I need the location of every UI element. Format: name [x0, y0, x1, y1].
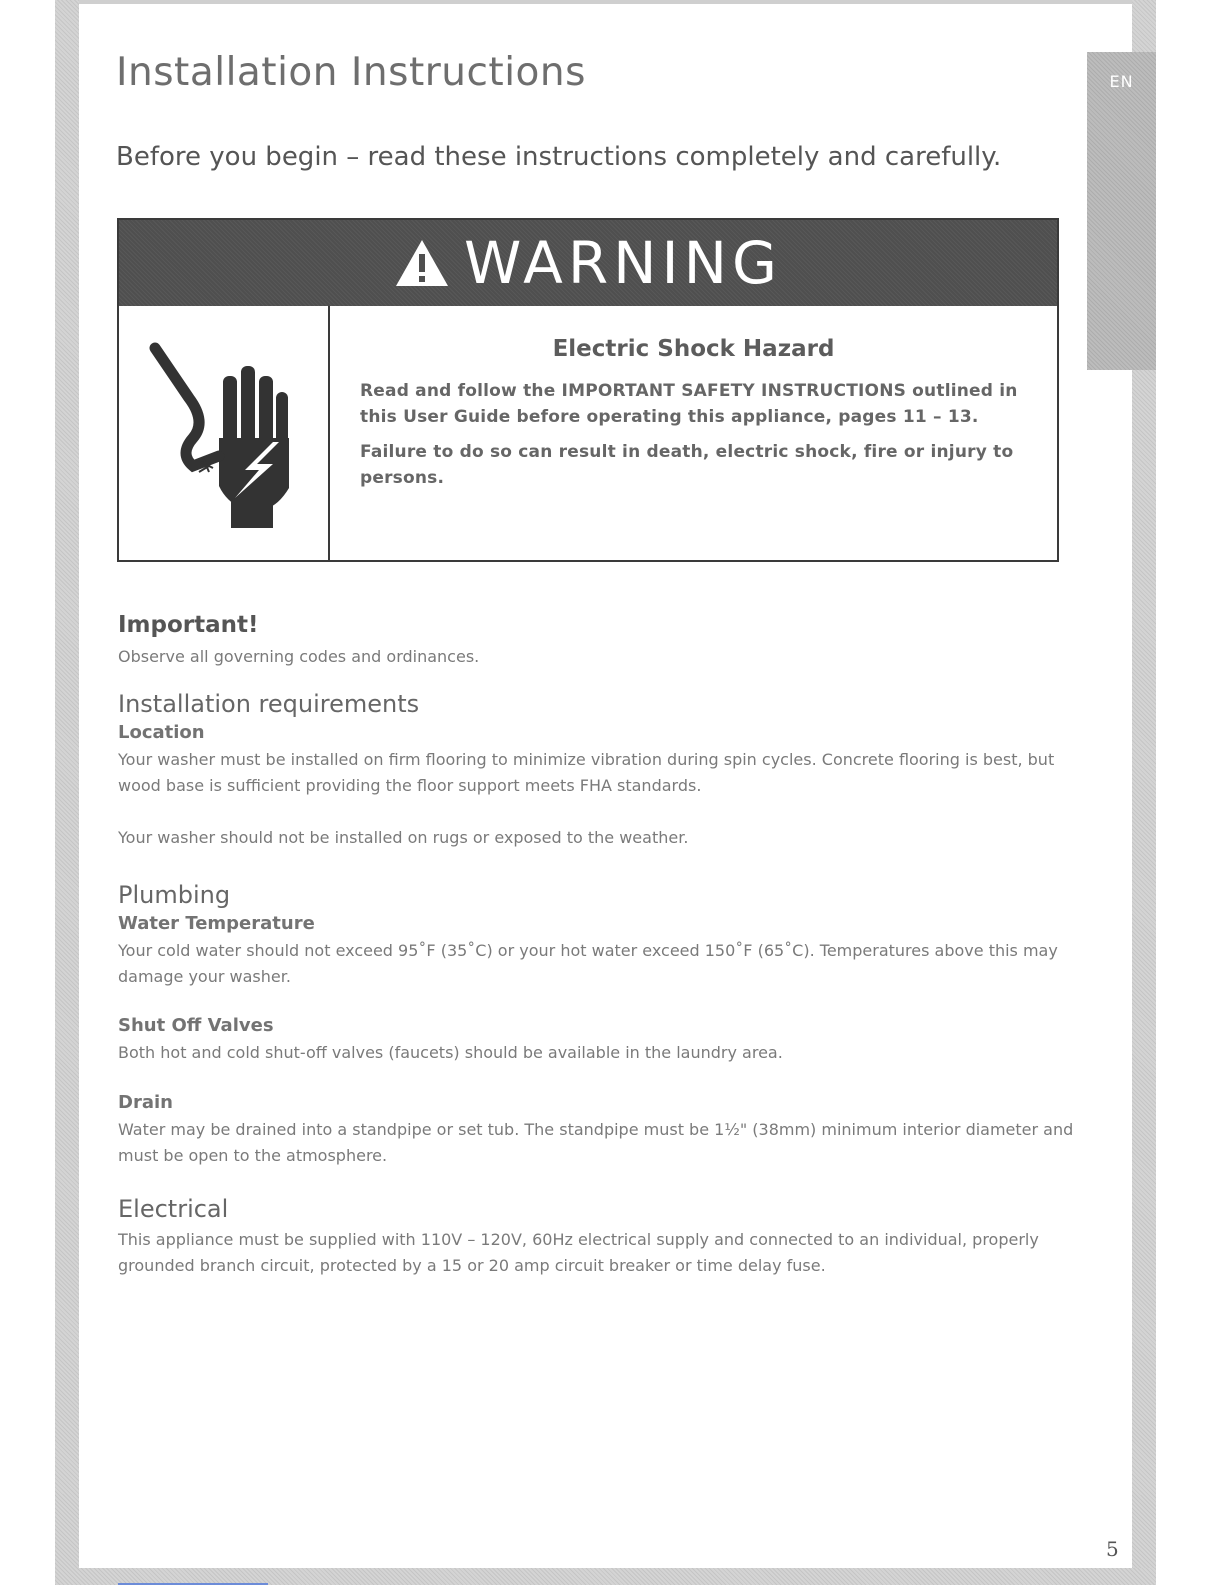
language-tab-label: EN [1109, 72, 1134, 91]
warning-triangle-icon [394, 238, 450, 288]
drain-text: Water may be drained into a standpipe or set tub. The standpipe must be 1½" (38mm) minimum interior diameter and must be open to the atmosphere. [118, 1120, 1074, 1166]
plumbing-heading: Plumbing [118, 880, 231, 909]
electrical-heading: Electrical [118, 1195, 229, 1224]
important-heading: Important! [118, 612, 259, 638]
language-tab [1087, 52, 1156, 370]
drain-heading: Drain [118, 1092, 173, 1114]
warning-body [119, 306, 1057, 560]
page-border-top [55, 0, 1156, 4]
location-text-1: Your washer must be installed on firm flooring to minimize vibration during spin cycles. Concrete flooring is best, but wood base is sufficient providing the floor support meets FHA standards. [118, 749, 1055, 795]
electrical-text: This appliance must be supplied with 110V – 120V, 60Hz electrical supply and connected to an individual, properly grounded branch circuit, protected by a 15 or 20 amp circuit breaker or time delay fuse. [118, 1230, 1039, 1276]
installation-requirements-heading: Installation requirements [118, 689, 420, 718]
page-border-left [55, 0, 79, 1585]
water-temperature-text: Your cold water should not exceed 95˚F (35˚C) or your hot water exceed 150˚F (65˚C). Temperatures above this may damage your washer. [118, 940, 1058, 986]
hazard-instructions: Read and follow the IMPORTANT SAFETY INSTRUCTIONS outlined in this User Guide before operating this appliance, pages 11 – 13. [360, 381, 1018, 428]
location-heading: Location [118, 721, 205, 743]
location-text-2: Your washer should not be installed on rugs or exposed to the weather. [118, 827, 689, 847]
hazard-heading: Electric Shock Hazard [552, 336, 835, 362]
warning-box [117, 218, 1059, 562]
hazard-consequence: Failure to do so can result in death, electric shock, fire or injury to persons. [360, 441, 1014, 489]
main-content [118, 612, 1078, 1279]
hazard-icon-cell [119, 306, 330, 560]
water-temperature-heading: Water Temperature [118, 912, 315, 934]
page-title: Installation Instructions [116, 50, 586, 95]
important-text: Observe all governing codes and ordinances. [118, 647, 480, 666]
warning-header [119, 220, 1057, 306]
shut-off-valves-heading: Shut Off Valves [118, 1015, 274, 1037]
electric-shock-hand-icon [149, 338, 299, 528]
shut-off-valves-text: Both hot and cold shut-off valves (faucets) should be available in the laundry area. [118, 1043, 783, 1063]
hazard-text-cell [330, 306, 1057, 560]
warning-title: WARNING [464, 229, 782, 297]
page-subtitle: Before you begin – read these instructions completely and carefully. [116, 142, 1002, 172]
page-number: 5 [1106, 1537, 1119, 1561]
